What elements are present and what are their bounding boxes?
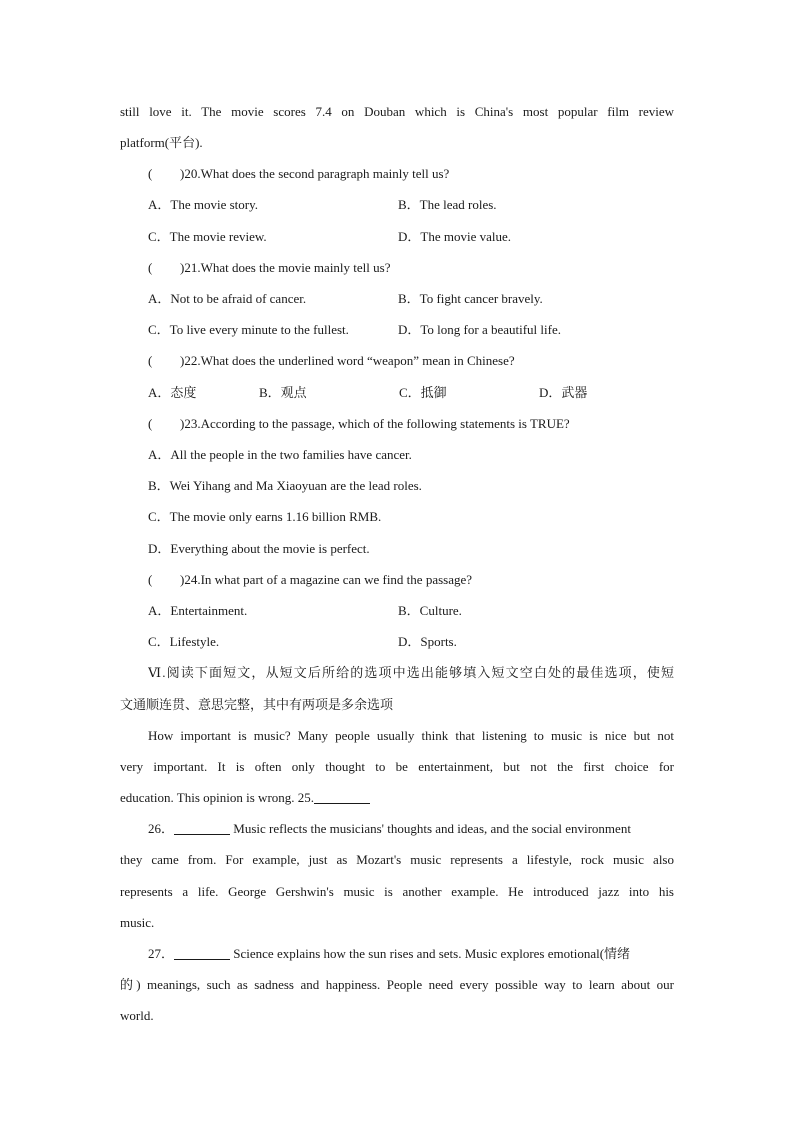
option-d: D．Everything about the movie is perfect. [148, 541, 370, 556]
option-c: C．抵御 [399, 385, 447, 400]
paragraph-line: they came from. For example, just as Mozart's music represents a lifestyle, rock music also [120, 852, 674, 867]
option-b: B．To fight cancer bravely. [398, 291, 543, 306]
option-b: B．观点 [259, 385, 307, 400]
option-a: A．All the people in the two families have cancer. [148, 447, 412, 462]
question-24: ( )24.In what part of a magazine can we find the passage? [148, 572, 473, 587]
option-a: A．Entertainment. [148, 603, 248, 618]
paragraph-line: world. [120, 1008, 154, 1023]
option-d: D．The movie value. [398, 229, 511, 244]
paragraph-line: very important. It is often only thought to be entertainment, but not the first choice for [120, 759, 674, 774]
option-c: C．To live every minute to the fullest. [148, 322, 349, 337]
answer-blank-26[interactable] [174, 820, 230, 835]
paragraph-line: 的) meanings, such as sadness and happiness. People need every possible way to learn about our [120, 977, 674, 992]
option-d: D．武器 [539, 385, 588, 400]
paragraph-line: 26． Music reflects the musicians' thoughts and ideas, and the social environment [148, 821, 631, 836]
question-23: ( )23.According to the passage, which of the following statements is TRUE? [148, 416, 570, 431]
paragraph-line: 27． Science explains how the sun rises and sets. Music explores emotional(情绪 [148, 946, 631, 961]
option-a: A．Not to be afraid of cancer. [148, 291, 307, 306]
option-d: D．Sports. [398, 634, 457, 649]
question-20: ( )20.What does the second paragraph mainly tell us? [148, 166, 450, 181]
option-b: B．The lead roles. [398, 197, 497, 212]
option-c: C．The movie only earns 1.16 billion RMB. [148, 509, 382, 524]
option-b: B．Culture. [398, 603, 462, 618]
paragraph-line: represents a life. George Gershwin's music is another example. He introduced jazz into his [120, 884, 674, 899]
option-a: A．The movie story. [148, 197, 258, 212]
paragraph-line: How important is music? Many people usually think that listening to music is nice but not [148, 728, 674, 743]
section-heading: Ⅵ.阅读下面短文，从短文后所给的选项中选出能够填入短文空白处的最佳选项，使短 [148, 665, 674, 680]
paragraph-line: platform(平台). [120, 135, 203, 150]
paragraph-line: music. [120, 915, 155, 930]
option-c: C．Lifestyle. [148, 634, 220, 649]
question-21: ( )21.What does the movie mainly tell us? [148, 260, 391, 275]
option-d: D．To long for a beautiful life. [398, 322, 561, 337]
option-c: C．The movie review. [148, 229, 267, 244]
option-a: A．态度 [148, 385, 197, 400]
answer-blank-27[interactable] [174, 945, 230, 960]
answer-blank-25[interactable] [314, 789, 370, 804]
section-heading: 文通顺连贯、意思完整，其中有两项是多余选项 [120, 697, 394, 712]
paragraph-line: still love it. The movie scores 7.4 on Douban which is China's most popular film review [120, 104, 674, 119]
question-22: ( )22.What does the underlined word “weapon” mean in Chinese? [148, 353, 515, 368]
option-b: B．Wei Yihang and Ma Xiaoyuan are the lead roles. [148, 478, 422, 493]
paragraph-line: education. This opinion is wrong. 25. [120, 787, 674, 809]
